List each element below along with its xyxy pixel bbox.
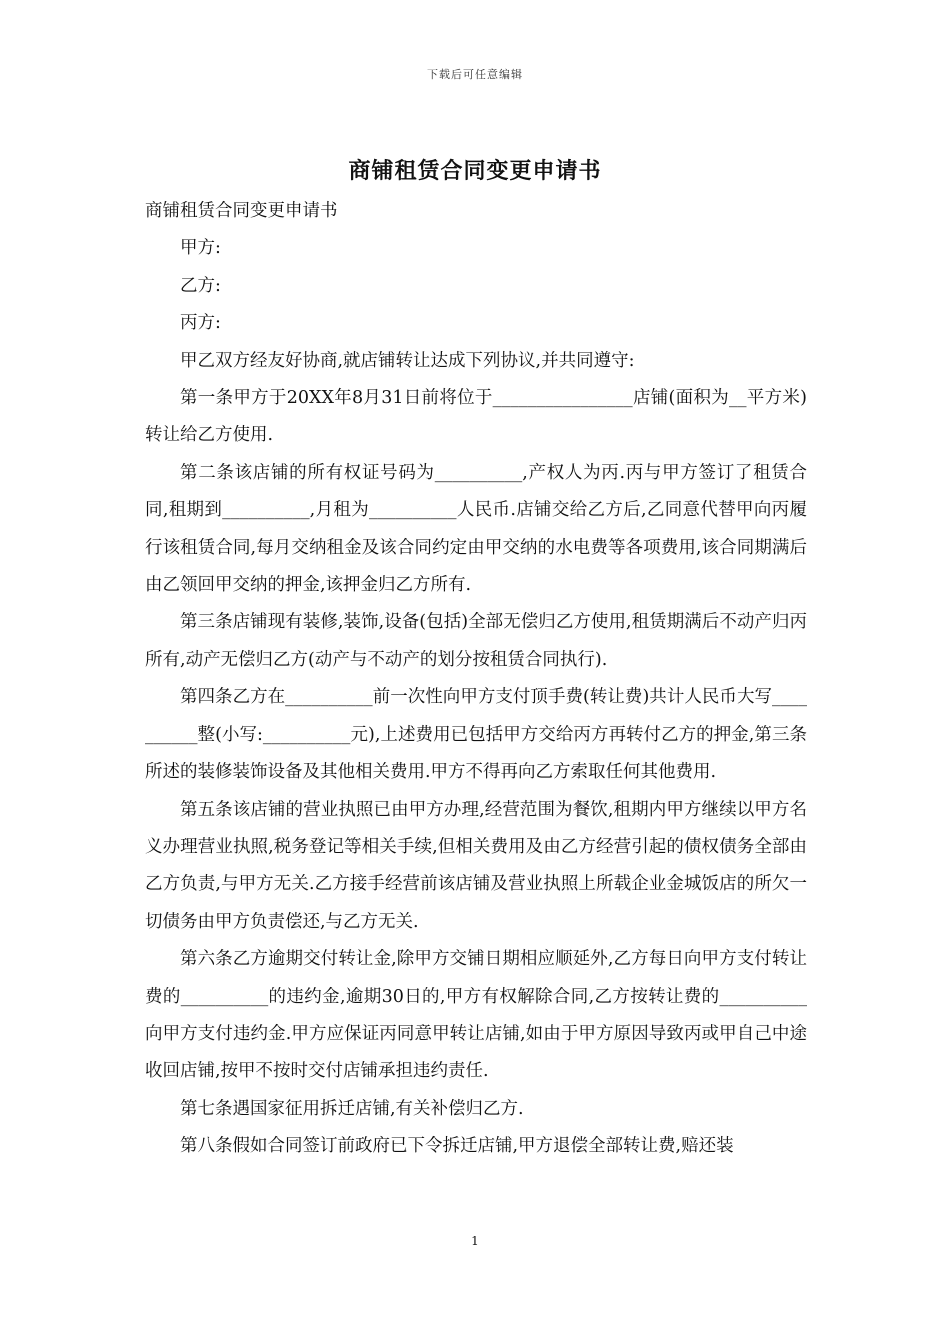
clause-5: 第五条该店铺的营业执照已由甲方办理,经营范围为餐饮,租期内甲方继续以甲方名义办理营业执照,税务登记等相关手续,但相关费用及由乙方经营引起的债权债务全部由乙方负责,与甲方无关.乙方接手经营前该店铺及营业执照上所载企业金城饭店的所欠一切债务由甲方负责偿还,与乙方无关. — [145, 799, 807, 932]
clause-2: 第二条该店铺的所有权证号码为__________,产权人为丙.丙与甲方签订了租赁合同,租期到__________,月租为__________人民币.店铺交给乙方后,乙同意代替甲向丙履行该租赁合同,每月交纳租金及该合同约定由甲交纳的水电费等各项费用,该合同期满后由乙领回甲交纳的押金,该押金归乙方所有. — [145, 462, 807, 596]
clause-6: 第六条乙方逾期交付转让金,除甲方交铺日期相应顺延外,乙方每日向甲方支付转让费的__________的违约金,逾期30日的,甲方有权解除合同,乙方按转让费的__________向甲方支付违约金.甲方应保证丙同意甲转让店铺,如由于甲方原因导致丙或甲自己中途收回店铺,按甲不按时交付店铺承担违约责任. — [145, 949, 807, 1082]
document-body — [145, 193, 807, 1166]
clause-8: 第八条假如合同签订前政府已下令拆迁店铺,甲方退偿全部转让费,赔还装 — [180, 1136, 734, 1157]
party-a-line: 甲方: — [180, 238, 221, 259]
page-header-note: 下载后可任意编辑 — [427, 68, 523, 81]
document-subtitle: 商铺租赁合同变更申请书 — [145, 201, 338, 221]
intro-paragraph: 甲乙双方经友好协商,就店铺转让达成下列协议,并共同遵守: — [180, 350, 635, 371]
document-title: 商铺租赁合同变更申请书 — [348, 158, 602, 184]
clause-4: 第四条乙方在__________前一次性向甲方支付顶手费(转让费)共计人民币大写__________整(小写:__________元),上述费用已包括甲方交给丙方再转付乙方的押金,第三条所述的装修装饰设备及其他相关费用.甲方不得再向乙方索取任何其他费用. — [145, 687, 807, 783]
party-c-line: 丙方: — [180, 313, 221, 334]
party-b-line: 乙方: — [180, 275, 221, 296]
clause-7: 第七条遇国家征用拆迁店铺,有关补偿归乙方. — [180, 1098, 524, 1119]
clause-3: 第三条店铺现有装修,装饰,设备(包括)全部无偿归乙方使用,租赁期满后不动产归丙所有,动产无偿归乙方(动产与不动产的划分按租赁合同执行). — [145, 612, 807, 670]
clause-1: 第一条甲方于20XX年8月31日前将位于________________店铺(面积为__平方米)转让给乙方使用. — [145, 388, 807, 446]
page-number: 1 — [471, 1234, 479, 1248]
